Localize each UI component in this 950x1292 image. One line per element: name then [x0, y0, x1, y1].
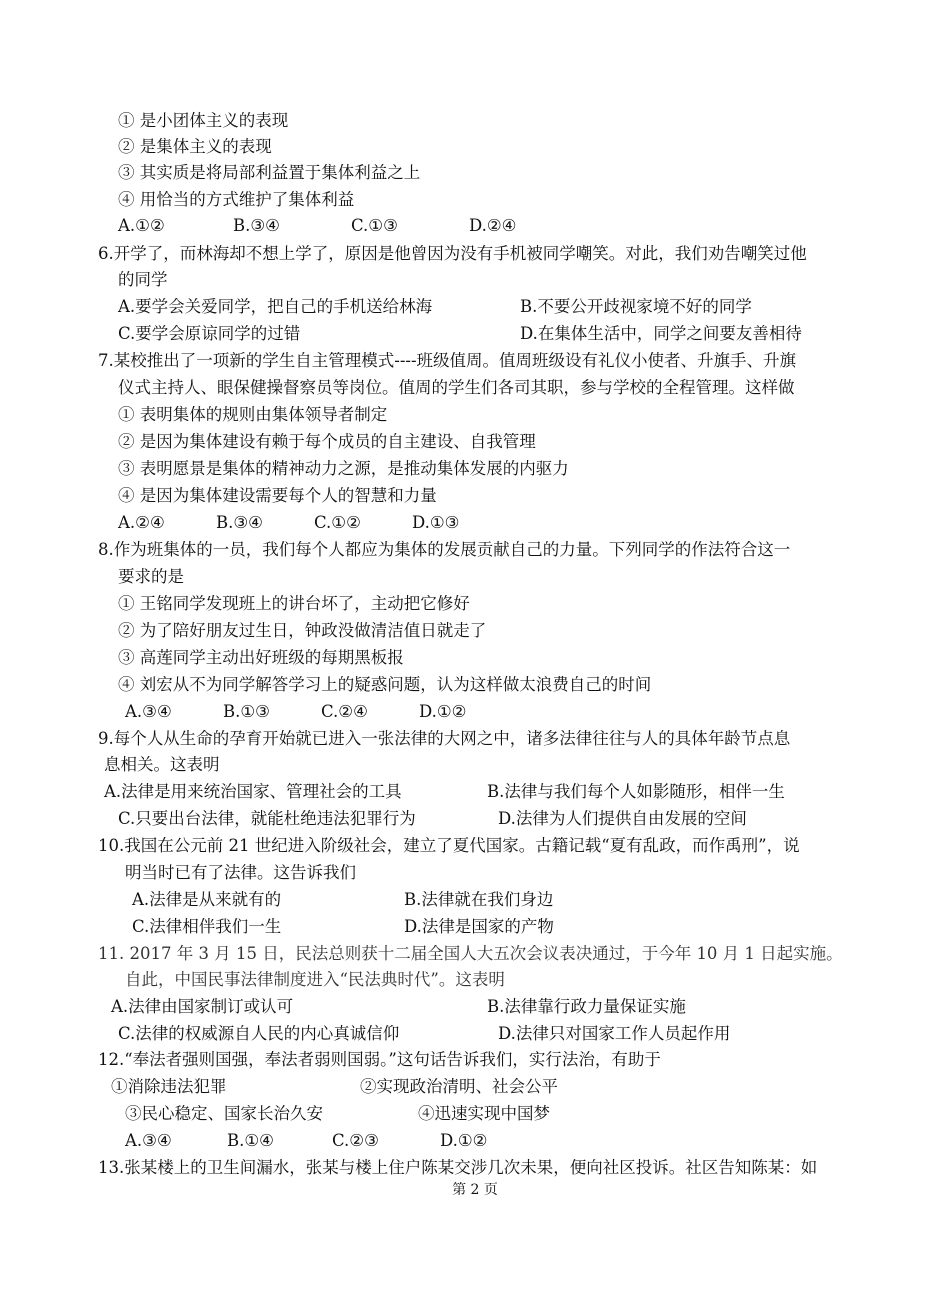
q12-option-b: B.①④ — [227, 1131, 274, 1150]
q12-option-c: C.②③ — [332, 1131, 379, 1150]
q10-option-d: D.法律是国家的产物 — [404, 917, 554, 936]
q5-option-a: A.①② — [118, 216, 165, 235]
q8-item-3: ③ 高莲同学主动出好班级的每期黑板报 — [118, 648, 404, 667]
page-number: 第 2 页 — [452, 1182, 498, 1198]
q11-stem: 11. 2017 年 3 月 15 日，民法总则获十二届全国人大五次会议表决通过，于今年 10 月 1 日起实施。 — [98, 944, 843, 963]
q5-item-3: ③ 其实质是将局部利益置于集体利益之上 — [118, 163, 421, 182]
q6-option-d: D.在集体生活中，同学之间要友善相待 — [520, 324, 802, 343]
q12-option-a: A.③④ — [125, 1131, 172, 1150]
q9-option-b: B.法律与我们每个人如影随形，相伴一生 — [487, 782, 785, 801]
q8-option-b: B.①③ — [223, 702, 270, 721]
q8-stem: 8.作为班集体的一员，我们每个人都应为集体的发展贡献自己的力量。下列同学的作法符合这一 — [98, 540, 791, 559]
q6-option-b: B.不要公开歧视家境不好的同学 — [520, 297, 752, 316]
q12-item-1: ①消除违法犯罪 — [111, 1077, 227, 1096]
q7-options — [118, 510, 459, 536]
q11-option-c: C.法律的权威源自人民的内心真诚信仰 — [118, 1024, 400, 1043]
q6-stem: 6.开学了，而林海却不想上学了，原因是他曾因为没有手机被同学嘲笑。对此，我们劝告嘲笑过他 — [98, 244, 807, 263]
q12-stem: 12.“奉法者强则国强，奉法者弱则国弱。”这句话告诉我们，实行法治，有助于 — [98, 1050, 661, 1069]
q5-options — [118, 213, 516, 239]
q8-option-a: A.③④ — [125, 702, 172, 721]
q7-stem: 7.某校推出了一项新的学生自主管理模式----班级值周。值周班级设有礼仪小使者、升旗手、升旗 — [98, 351, 797, 370]
q12-item-2: ②实现政治清明、社会公平 — [360, 1077, 558, 1096]
q7-item-2: ② 是因为集体建设有赖于每个成员的自主建设、自我管理 — [118, 432, 536, 451]
q10-option-a: A.法律是从来就有的 — [132, 890, 282, 909]
q6-option-a: A.要学会关爱同学，把自己的手机送给林海 — [118, 297, 433, 316]
q11-stem-cont: 自此，中国民事法律制度进入“民法典时代”。这表明 — [125, 970, 505, 989]
q9-option-d: D.法律为人们提供自由发展的空间 — [498, 809, 747, 828]
q11-option-d: D.法律只对国家工作人员起作用 — [498, 1024, 731, 1043]
q7-stem-cont: 仪式主持人、眼保健操督察员等岗位。值周的学生们各司其职，参与学校的全程管理。这样做 — [118, 378, 795, 397]
q5-option-b: B.③④ — [233, 216, 280, 235]
q8-item-1: ① 王铭同学发现班上的讲台坏了，主动把它修好 — [118, 594, 470, 613]
q8-item-2: ② 为了陪好朋友过生日，钟政没做清洁值日就走了 — [118, 621, 487, 640]
q11-option-b: B.法律靠行政力量保证实施 — [487, 997, 686, 1016]
q13-stem: 13.张某楼上的卫生间漏水，张某与楼上住户陈某交涉几次未果，便向社区投诉。社区告知陈某：如 — [98, 1158, 818, 1177]
q5-option-d: D.②④ — [469, 216, 517, 235]
q11-option-a: A.法律由国家制订或认可 — [111, 997, 294, 1016]
q5-item-4: ④ 用恰当的方式维护了集体利益 — [118, 190, 355, 209]
q10-stem-cont: 明当时已有了法律。这告诉我们 — [125, 863, 356, 882]
q7-item-4: ④ 是因为集体建设需要每个人的智慧和力量 — [118, 486, 437, 505]
q8-stem-cont: 要求的是 — [118, 567, 184, 586]
q8-option-d: D.①② — [419, 702, 467, 721]
q12-item-4: ④迅速实现中国梦 — [418, 1104, 550, 1123]
q12-options — [125, 1128, 487, 1154]
q9-stem: 9.每个人从生命的孕育开始就已进入一张法律的大网之中，诸多法律往往与人的具体年龄节点息 — [98, 729, 791, 748]
q7-option-b: B.③④ — [216, 513, 263, 532]
q10-option-b: B.法律就在我们身边 — [404, 890, 554, 909]
q12-option-d: D.①② — [440, 1131, 488, 1150]
q5-item-2: ② 是集体主义的表现 — [118, 137, 272, 156]
q7-option-c: C.①② — [314, 513, 361, 532]
q7-item-3: ③ 表明愿景是集体的精神动力之源，是推动集体发展的内驱力 — [118, 459, 569, 478]
q8-options — [125, 699, 466, 725]
q5-option-c: C.①③ — [351, 216, 398, 235]
q5-item-1: ① 是小团体主义的表现 — [118, 111, 289, 130]
q7-option-a: A.②④ — [118, 513, 165, 532]
q9-option-a: A.法律是用来统治国家、管理社会的工具 — [104, 782, 402, 801]
q10-option-c: C.法律相伴我们一生 — [132, 917, 282, 936]
q10-stem: 10.我国在公元前 21 世纪进入阶级社会，建立了夏代国家。古籍记载“夏有乱政，而作禹刑”，说 — [98, 836, 800, 855]
q9-stem-cont: 息相关。这表明 — [104, 755, 220, 774]
q9-option-c: C.只要出台法律，就能杜绝违法犯罪行为 — [118, 809, 416, 828]
q8-item-4: ④ 刘宏从不为同学解答学习上的疑惑问题，认为这样做太浪费自己的时间 — [118, 675, 652, 694]
q6-stem-cont: 的同学 — [118, 270, 168, 289]
q12-item-3: ③民心稳定、国家长治久安 — [125, 1104, 323, 1123]
q7-item-1: ① 表明集体的规则由集体领导者制定 — [118, 405, 388, 424]
q6-option-c: C.要学会原谅同学的过错 — [118, 324, 301, 343]
q8-option-c: C.②④ — [321, 702, 368, 721]
q7-option-d: D.①③ — [412, 513, 460, 532]
